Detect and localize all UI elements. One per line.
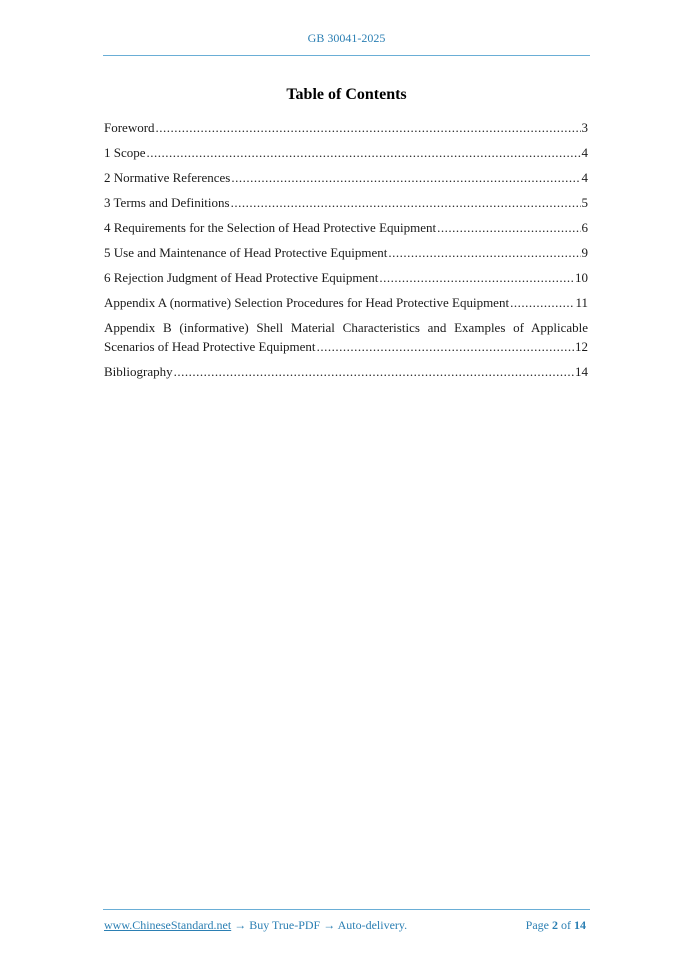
toc-entry-title-line2: Scenarios of Head Protective Equipment [104,339,316,354]
toc-entry-title: 4 Requirements for the Selection of Head Protective Equipment [104,220,437,235]
toc-leader-dots [317,337,574,356]
toc-leader-dots [510,293,574,312]
toc-entry-page: 11 [575,295,588,310]
toc-entry-requirements-selection[interactable] [104,218,588,237]
page-number [526,918,586,933]
toc-entry-title-line1: Appendix B (informative) Shell Material Characteristics and Examples of Applicable [104,320,588,335]
toc-entry-title: Appendix A (normative) Selection Procedures for Head Protective Equipment [104,295,510,310]
toc-entry-title: 6 Rejection Judgment of Head Protective Equipment [104,270,379,285]
toc-entry-bibliography[interactable] [104,362,588,381]
toc-leader-dots [231,168,580,187]
toc-entry-page: 4 [581,145,588,160]
page-label: Page [525,918,549,932]
toc-entry-page: 3 [581,120,588,135]
toc-heading: Table of Contents [286,86,407,103]
toc-entry-foreword[interactable] [104,118,588,137]
document-id: GB 30041-2025 [307,31,386,45]
toc-entry-title: 5 Use and Maintenance of Head Protective Equipment [104,245,388,260]
page-of-label: of [561,918,571,932]
toc-entry-page: 5 [581,195,588,210]
toc-entry-terms-definitions[interactable] [104,193,588,212]
page-current: 2 [552,918,558,932]
header-divider [103,55,590,56]
toc-entry-appendix-b[interactable] [104,318,588,356]
buy-pdf-text: Buy True-PDF [249,918,321,932]
toc-entry-page: 6 [581,220,588,235]
toc-entry-page: 9 [581,245,588,260]
page-total: 14 [574,918,586,932]
footer-divider [103,909,590,910]
toc-entry-use-maintenance[interactable] [104,243,588,262]
toc-leader-dots [388,243,580,262]
footer-promo [104,918,407,933]
toc-entry-scope[interactable] [104,143,588,162]
page-header [0,31,693,46]
toc-entry-title: 1 Scope [104,145,146,160]
toc-leader-dots [174,362,574,381]
toc-entry-title: Foreword [104,120,155,135]
toc-leader-dots [156,118,581,137]
toc-leader-dots [437,218,580,237]
toc-entry-page: 12 [575,339,588,354]
arrow-right-icon: → [323,918,336,932]
auto-delivery-text: Auto-delivery. [337,918,408,932]
website-link[interactable]: www.ChineseStandard.net [104,918,232,932]
toc-entry-page: 10 [575,270,588,285]
table-of-contents [104,118,588,387]
toc-entry-title: Bibliography [104,364,173,379]
toc-leader-dots [379,268,574,287]
toc-leader-dots [147,143,581,162]
toc-leader-dots [231,193,581,212]
toc-entry-normative-references[interactable] [104,168,588,187]
toc-entry-page: 14 [575,364,588,379]
toc-entry-page: 4 [581,170,588,185]
toc-entry-rejection-judgment[interactable] [104,268,588,287]
toc-entry-appendix-a[interactable] [104,293,588,312]
toc-entry-title: 3 Terms and Definitions [104,195,230,210]
arrow-right-icon: → [234,918,247,932]
toc-entry-title: 2 Normative References [104,170,231,185]
